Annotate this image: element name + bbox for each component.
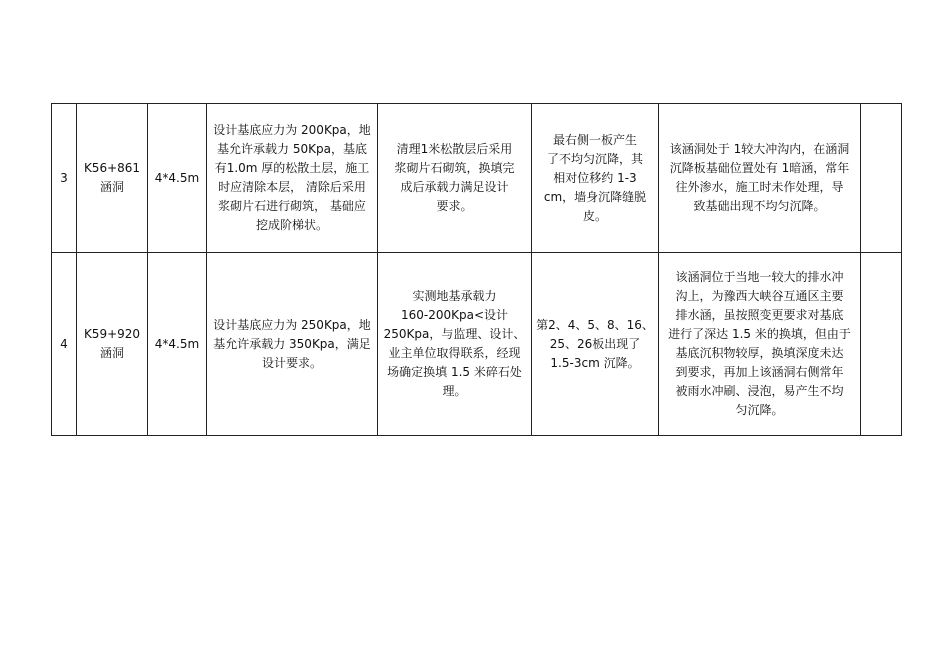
- remark-cell: [861, 104, 902, 253]
- design-requirement-cell: 设计基底应力为 250Kpa，地 基允许承载力 350Kpa，满足 设计要求。: [207, 253, 378, 436]
- row-number-cell: 3: [52, 104, 77, 253]
- location-cell: K59+920 涵洞: [77, 253, 148, 436]
- size-cell: 4*4.5m: [148, 104, 207, 253]
- treatment-cell: 实测地基承载力 160-200Kpa<设计 250Kpa，与监理、设计、 业主单位取得联系，经现 场确定换填 1.5 米碎石处 理。: [378, 253, 532, 436]
- location-cell: K56+861 涵洞: [77, 104, 148, 253]
- design-requirement-cell: 设计基底应力为 200Kpa，地 基允许承载力 50Kpa，基底 有1.0m 厚的松散土层，施工 时应清除本层， 清除后采用 浆砌片石进行砌筑， 基础应 挖成阶梯状。: [207, 104, 378, 253]
- culvert-settlement-table: [51, 103, 902, 436]
- row-number-cell: 4: [52, 253, 77, 436]
- remark-cell: [861, 253, 902, 436]
- problem-cell: 最右侧一板产生 了不均匀沉降，其 相对位移约 1-3 cm，墙身沉降缝脱 皮。: [532, 104, 659, 253]
- treatment-cell: 清理1米松散层后采用 浆砌片石砌筑，换填完 成后承载力满足设计 要求。: [378, 104, 532, 253]
- cause-analysis-cell: 该涵洞处于 1较大冲沟内，在涵洞 沉降板基础位置处有 1暗涵，常年 往外渗水，施工时未作处理，导 致基础出现不均匀沉降。: [659, 104, 861, 253]
- table-row: [52, 253, 902, 436]
- size-cell: 4*4.5m: [148, 253, 207, 436]
- table-row: [52, 104, 902, 253]
- problem-cell: 第2、4、5、8、16、 25、26板出现了 1.5-3cm 沉降。: [532, 253, 659, 436]
- cause-analysis-cell: 该涵洞位于当地一较大的排水冲 沟上，为豫西大峡谷互通区主要 排水涵，虽按照变更要求对基底 进行了深达 1.5 米的换填，但由于 基底沉积物较厚，换填深度未达 到要求，再加上该涵洞右侧常年 被雨水冲刷、浸泡，易产生不均 匀沉降。: [659, 253, 861, 436]
